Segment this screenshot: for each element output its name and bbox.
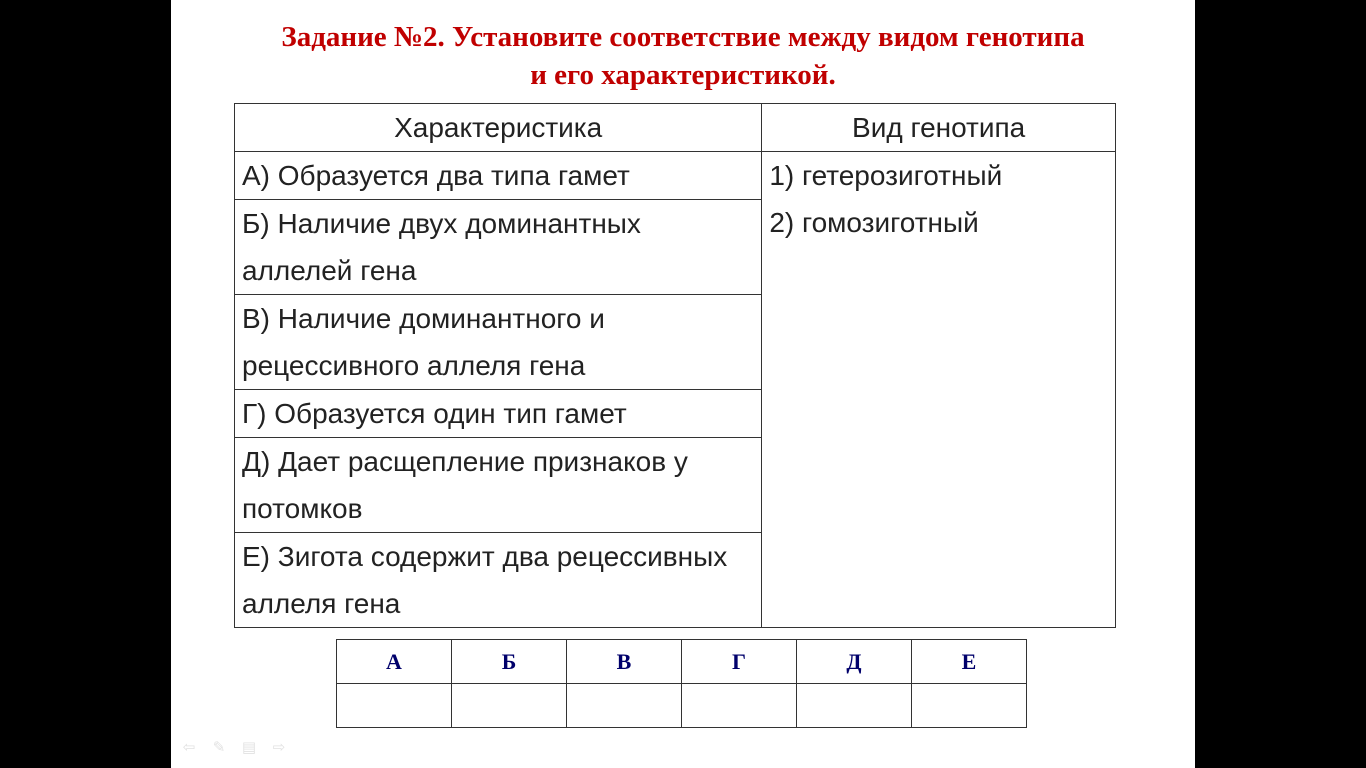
- header-characteristic: Характеристика: [235, 104, 762, 152]
- characteristic-e: Е) Зигота содержит два рецессивных аллеля гена: [235, 533, 762, 628]
- matching-table-header: [235, 104, 1116, 152]
- menu-icon[interactable]: ▤: [241, 738, 257, 756]
- answer-cell-v[interactable]: [567, 684, 682, 728]
- characteristic-d: Д) Дает расщепление признаков у потомков: [235, 438, 762, 533]
- answer-table: [336, 639, 1027, 728]
- answer-cell-g[interactable]: [682, 684, 797, 728]
- matching-table: [234, 103, 1116, 628]
- answer-letter-d: Д: [797, 640, 912, 684]
- slide: [171, 0, 1195, 768]
- answer-letter-v: В: [567, 640, 682, 684]
- table-row: [235, 152, 1116, 200]
- header-genotype-type: Вид генотипа: [762, 104, 1116, 152]
- answer-values-row: [337, 684, 1027, 728]
- answer-letter-b: Б: [452, 640, 567, 684]
- genotype-options: [762, 152, 1116, 628]
- characteristic-v: В) Наличие доминантного и рецессивного аллеля гена: [235, 295, 762, 390]
- answer-cell-e[interactable]: [912, 684, 1027, 728]
- characteristic-a: А) Образуется два типа гамет: [235, 152, 762, 200]
- arrow-left-icon[interactable]: ⇦: [182, 738, 196, 756]
- arrow-right-icon[interactable]: ⇨: [272, 738, 286, 756]
- task-title-line-1: Задание №2. Установите соответствие между видом генотипа: [281, 21, 1085, 53]
- task-title-line-2: и его характеристикой.: [530, 59, 836, 91]
- answer-cell-a[interactable]: [337, 684, 452, 728]
- answer-letter-a: А: [337, 640, 452, 684]
- characteristic-b: Б) Наличие двух доминантных аллелей гена: [235, 200, 762, 295]
- slideshow-nav: [179, 738, 289, 756]
- answer-letter-e: Е: [912, 640, 1027, 684]
- task-title: [171, 18, 1195, 94]
- answer-cell-b[interactable]: [452, 684, 567, 728]
- answer-letter-g: Г: [682, 640, 797, 684]
- answer-cell-d[interactable]: [797, 684, 912, 728]
- characteristic-g: Г) Образуется один тип гамет: [235, 390, 762, 438]
- pen-icon[interactable]: ✎: [212, 738, 226, 756]
- answer-letters-row: [337, 640, 1027, 684]
- option-heterozygous: 1) гетерозиготный: [769, 160, 1003, 191]
- option-homozygous: 2) гомозиготный: [769, 207, 979, 238]
